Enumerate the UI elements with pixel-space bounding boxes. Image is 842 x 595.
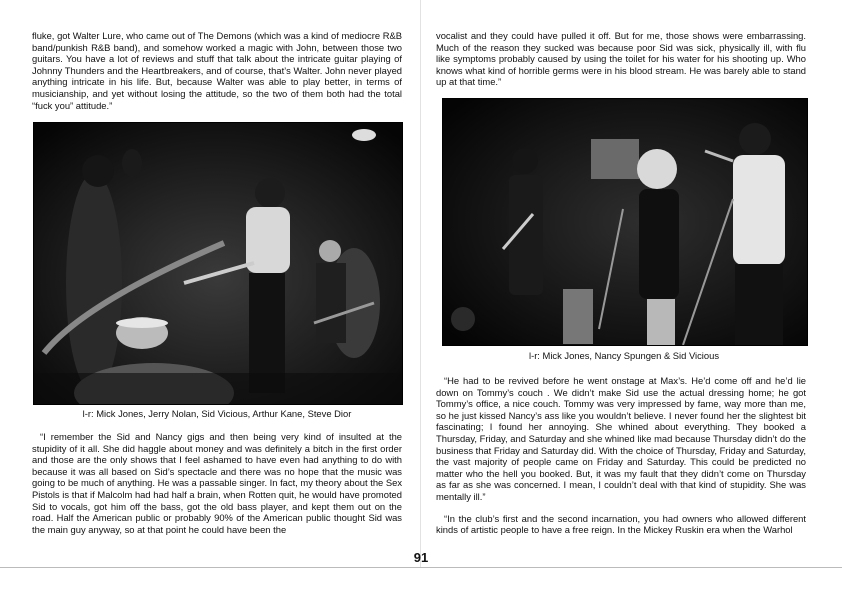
left-photo-caption: l-r: Mick Jones, Jerry Nolan, Sid Vicious, Arthur Kane, Steve Dior xyxy=(82,408,352,419)
left-paragraph-1: fluke, got Walter Lure, who came out of The Demons (which was a kind of mediocre R&B band/punkish R&B band), and somehow worked a magic with John, between those two guitars. You have a lot of reviews and stuff that talk about the intricate guitar playing of Johnny Thunders and the Heartbreakers, and of course, that’s Walter. John never played anything intricate in his life. But, because Walter was able to play better, in terms of musicianship, and yet without losing the attitude, so the two of them both had the total “fuck you” attitude.” xyxy=(32,30,402,111)
right-photo xyxy=(442,98,808,346)
footer-rule xyxy=(0,567,842,568)
page-number: 91 xyxy=(413,550,429,565)
left-paragraph-2: “I remember the Sid and Nancy gigs and then being very kind of insulted at the stupidity of it all. She did haggle about money and was definitely a bitch in the first order and those are the only shows that I feel ashamed to have even had anything to do with because it was all based on Sid’s spectacle and there was no hope that the music was going to be much of anything. He was a passable singer. In fact, my theory about the Sex Pistols is that if Malcolm had had half a brain, when Rotten quit, he would have promoted Sid to vocals, got him off the bass, got the old bass player, and kept them out on the road. Half the American public or probably 90% of the American public thought Sid was the main guy anyway, so at that point he could have been the xyxy=(32,431,403,535)
page-spine xyxy=(420,0,421,567)
right-paragraph-2: “He had to be revived before he went onstage at Max’s. He’d come off and he’d lie down on Tommy’s couch . We didn’t make Sid use the actual dressing home; he got Tommy’s office, a nice couch. Tommy was very impressed by fame, way more than me, so he just kissed Nancy’s ass like you wouldn’t believe. I never found her the slightest bit fascinating; I found her annoying. She whined about everything. They booked a Thursday, Friday, and Saturday and she whined like mad because Thursday didn’t do the business that Friday and Saturday did. With the choice of Thursday, Friday and Saturday, the vast majority of people came on Friday and Saturday. This could be predicted no matter who the hell you booked. But, it was my fault that they didn’t come on Thursday as far as she was concerned. I mean, I couldn’t deal with that kind of stupidity. She was mentally ill.” xyxy=(436,375,806,502)
left-photo xyxy=(33,122,403,405)
left-column-lower xyxy=(32,431,402,535)
right-paragraph-1: vocalist and they could have pulled it off. But for me, those shows were embarrassing. Much of the reason they sucked was because poor Sid was sick, physically ill, with flu like symptoms probably caused by using the toilet for his water for his shooting up. Who knows what kind of horrible germs were in his blood stream. He was barely able to stand up at that time.” xyxy=(436,30,806,88)
right-photo-caption: l-r: Mick Jones, Nancy Spungen & Sid Vicious xyxy=(528,350,720,361)
right-column xyxy=(436,30,806,88)
right-column-lower xyxy=(436,375,806,536)
concert-photo-band xyxy=(34,123,402,404)
right-paragraph-3: “In the club’s first and the second incarnation, you had owners who allowed different kinds of artistic people to have a free reign. In the Mickey Ruskin era when the Warhol xyxy=(436,512,806,536)
left-column xyxy=(32,30,402,111)
concert-photo-sid-nancy xyxy=(443,99,807,345)
